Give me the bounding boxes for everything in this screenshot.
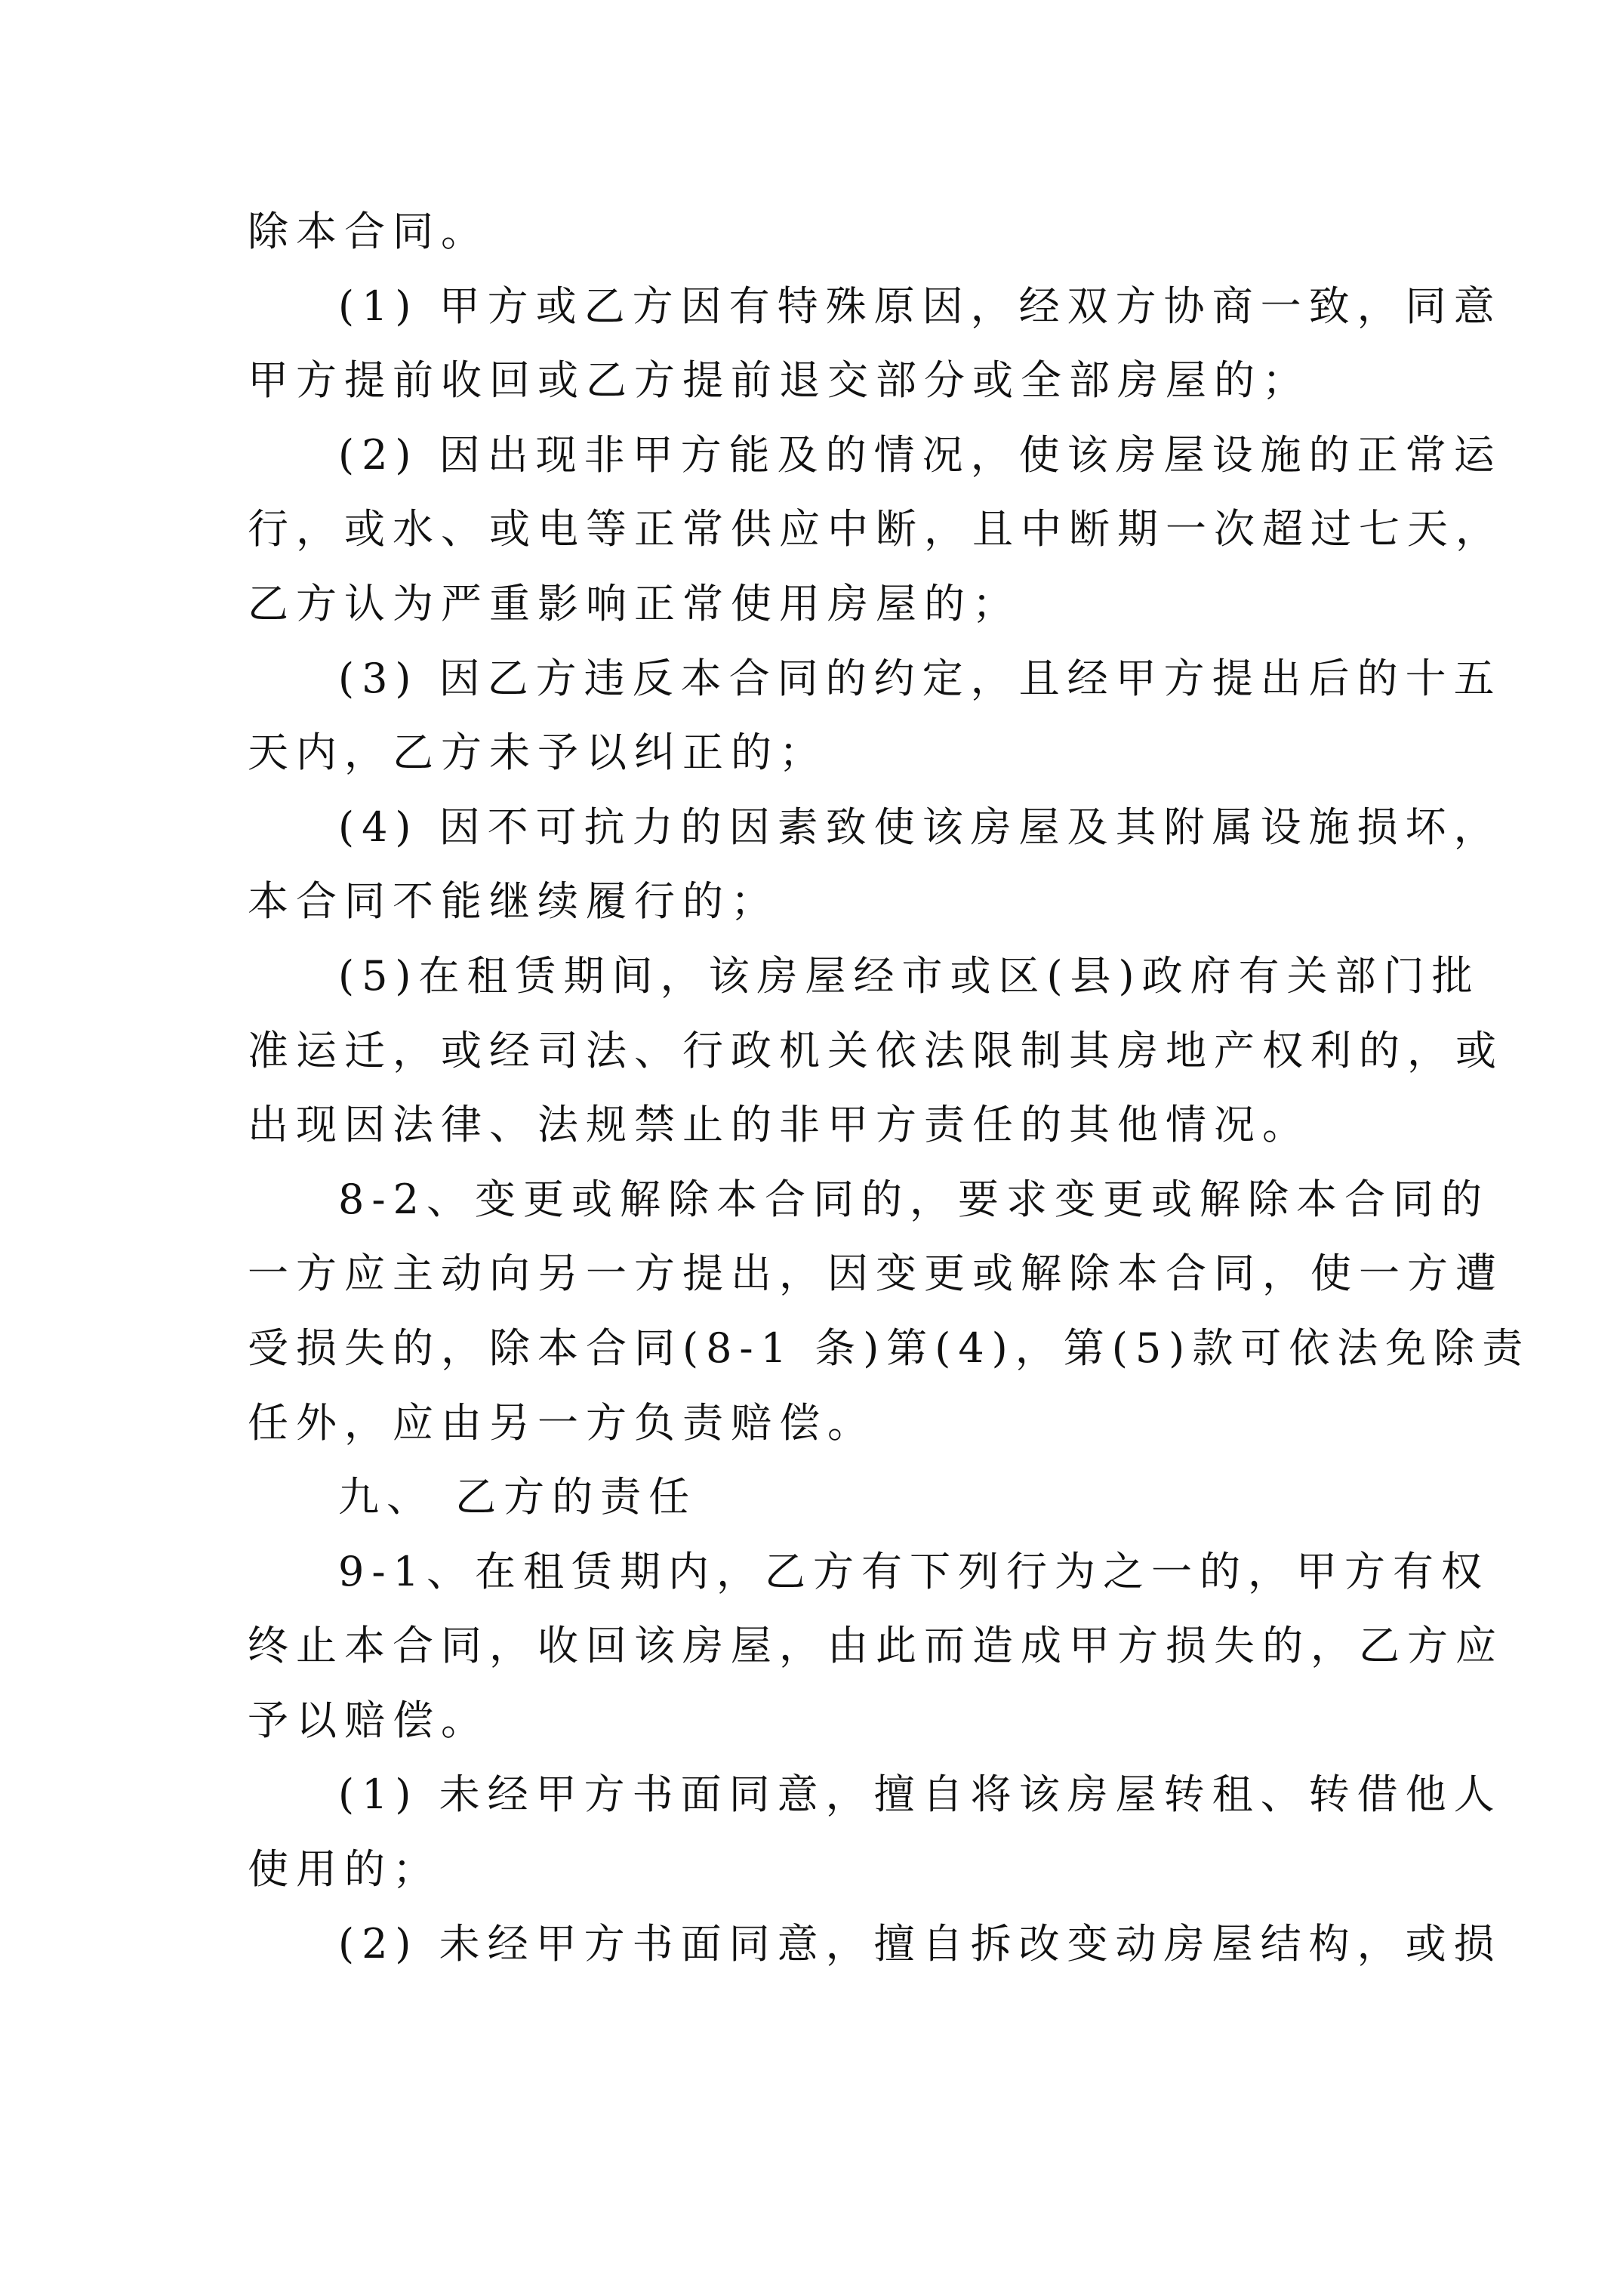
text-line: 甲方提前收回或乙方提前退交部分或全部房屋的； (248, 356, 1310, 405)
text-line: 予以赔偿。 (248, 1696, 489, 1744)
text-line: 准运迁，或经司法、行政机关依法限制其房地产权利的，或 (248, 1026, 1504, 1074)
clause-line: (3) 因乙方违反本合同的约定，且经甲方提出后的十五 (338, 654, 1502, 702)
text-line: 使用的； (248, 1845, 441, 1894)
text-line: 行，或水、或电等正常供应中断，且中断期一次超过七天， (248, 505, 1504, 553)
text-line: 除本合同。 (248, 208, 489, 255)
text-line: 本合同不能继续履行的； (248, 877, 779, 926)
clause-line: 9-1、在租赁期内，乙方有下列行为之一的，甲方有权 (338, 1547, 1489, 1595)
clause-line: (2) 因出现非甲方能及的情况，使该房屋设施的正常运 (338, 430, 1502, 479)
text-line: 出现因法律、法规禁止的非甲方责任的其他情况。 (248, 1101, 1310, 1149)
text-line: 任外，应由另一方负责赔偿。 (248, 1398, 876, 1447)
section-heading: 九、 乙方的责任 (338, 1473, 698, 1521)
clause-line: 8-2、变更或解除本合同的，要求变更或解除本合同的 (338, 1175, 1489, 1223)
clause-line: (1) 未经甲方书面同意，擅自将该房屋转租、转借他人 (338, 1771, 1502, 1819)
clause-line: (5)在租赁期间，该房屋经市或区(县)政府有关部门批 (338, 951, 1480, 1000)
clause-line: (1) 甲方或乙方因有特殊原因，经双方协商一致，同意 (338, 282, 1502, 330)
contract-text-body (248, 195, 1531, 1981)
text-line: 受损失的，除本合同(8-1 条)第(4)，第(5)款可依法免除责 (248, 1324, 1531, 1372)
text-line: 乙方认为严重影响正常使用房屋的； (248, 579, 1021, 627)
clause-line: (4) 因不可抗力的因素致使该房屋及其附属设施损坏， (338, 803, 1502, 851)
text-line: 一方应主动向另一方提出，因变更或解除本合同，使一方遭 (248, 1250, 1504, 1298)
text-line: 天内，乙方未予以纠正的； (248, 729, 827, 777)
text-line: 终止本合同，收回该房屋，由此而造成甲方损失的，乙方应 (248, 1622, 1504, 1670)
clause-line: (2) 未经甲方书面同意，擅自拆改变动房屋结构，或损 (338, 1919, 1502, 1968)
